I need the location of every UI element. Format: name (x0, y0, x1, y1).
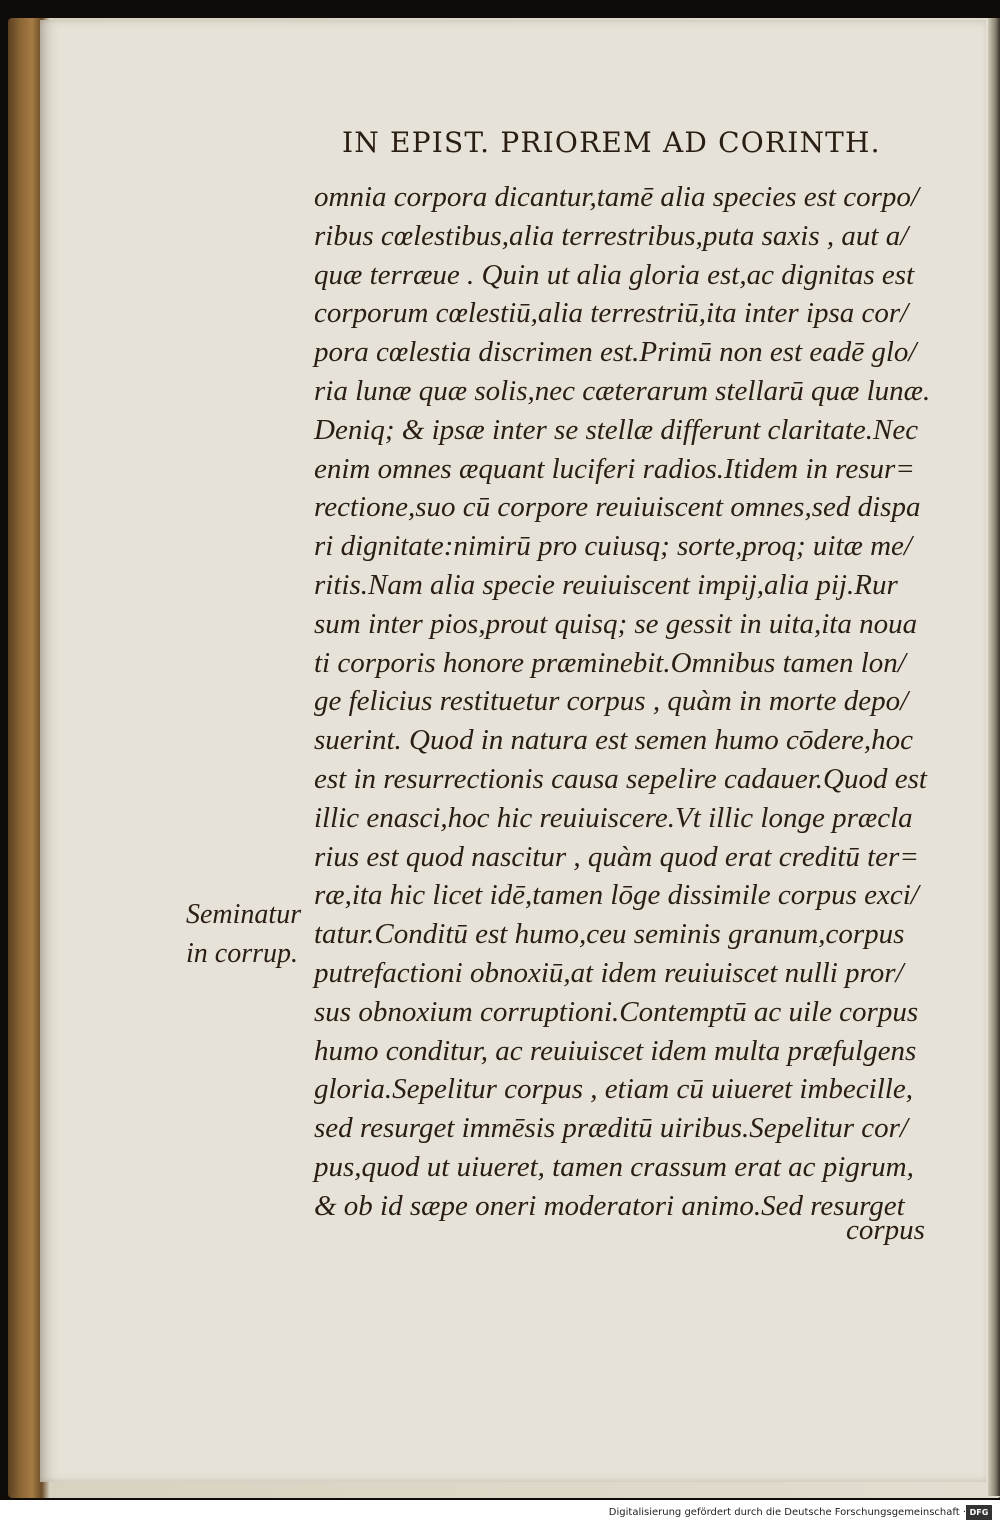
text-line: ria lunæ quæ solis,nec cæterarum stellarū quæ lunæ. (314, 374, 931, 407)
text-line: tatur.Conditū est humo,ceu seminis granum,corpus (314, 918, 905, 951)
dfg-logo: DFG (966, 1505, 992, 1520)
text-line: quæ terræue . Quin ut alia gloria est,ac dignitas est (314, 258, 915, 291)
text-line: rius est quod nascitur , quàm quod erat creditū ter= (314, 840, 919, 873)
text-line: sed resurget immēsis præditū uiribus.Sepelitur cor/ (314, 1112, 908, 1145)
text-line: gloria.Sepelitur corpus , etiam cū uiueret imbecille, (314, 1073, 913, 1106)
text-line: ri dignitate:nimirū pro cuiusq; sorte,proq; uitæ me/ (314, 530, 912, 563)
text-line: rectione,suo cū corpore reuiuiscent omnes,sed dispa (314, 491, 921, 524)
text-line: ræ,ita hic licet idē,tamen lōge dissimile corpus exci/ (314, 879, 919, 912)
marginal-note-line: Seminatur (186, 899, 302, 930)
main-text-block (314, 178, 944, 1226)
text-line: pus,quod ut uiueret, tamen crassum erat ac pigrum, (314, 1150, 914, 1183)
catchword: corpus (846, 1214, 925, 1246)
page-right-edge (988, 18, 1000, 1496)
running-head: IN EPIST. PRIOREM AD CORINTH. (342, 126, 881, 159)
text-line: illic enasci,hoc hic reuiuiscere.Vt illic longe præcla (314, 801, 913, 834)
text-line: pora cœlestia discrimen est.Primū non est eadē glo/ (314, 336, 917, 369)
text-line: sum inter pios,prout quisq; se gessit in uita,ita noua (314, 607, 918, 640)
text-line: putrefactioni obnoxiū,at idem reuiuiscet nulli pror/ (314, 956, 904, 989)
text-line: suerint. Quod in natura est semen humo cōdere,hoc (314, 724, 913, 757)
marginal-note (186, 896, 301, 974)
text-line: ritis.Nam alia specie reuiuiscent impij,alia pij.Rur (314, 568, 898, 601)
text-line: enim omnes æquant luciferi radios.Itidem in resur= (314, 452, 915, 485)
text-line: est in resurrectionis causa sepelire cadauer.Quod est (314, 762, 927, 795)
text-line: & ob id sæpe oneri moderatori animo.Sed resurget (314, 1189, 905, 1222)
text-line: humo conditur, ac reuiuiscet idem multa præfulgens (314, 1034, 917, 1067)
text-line: omnia corpora dicantur,tamē alia species est corpo/ (314, 181, 919, 213)
text-line: ge felicius restituetur corpus , quàm in morte depo/ (314, 685, 909, 718)
text-line: sus obnoxium corruptioni.Contemptū ac uile corpus (314, 995, 919, 1028)
text-line: ribus cœlestibus,alia terrestribus,puta saxis , aut a/ (314, 219, 909, 252)
text-line: ti corporis honore præminebit.Omnibus tamen lon/ (314, 646, 906, 679)
footer-credit: Digitalisierung gefördert durch die Deutsche Forschungsgemeinschaft · (608, 1507, 966, 1518)
text-line: Deniq; & ipsæ inter se stellæ differunt claritate.Nec (314, 413, 919, 446)
text-line: corporum cœlestiū,alia terrestriū,ita inter ipsa cor/ (314, 297, 909, 330)
marginal-note-line: in corrup. (186, 937, 298, 969)
